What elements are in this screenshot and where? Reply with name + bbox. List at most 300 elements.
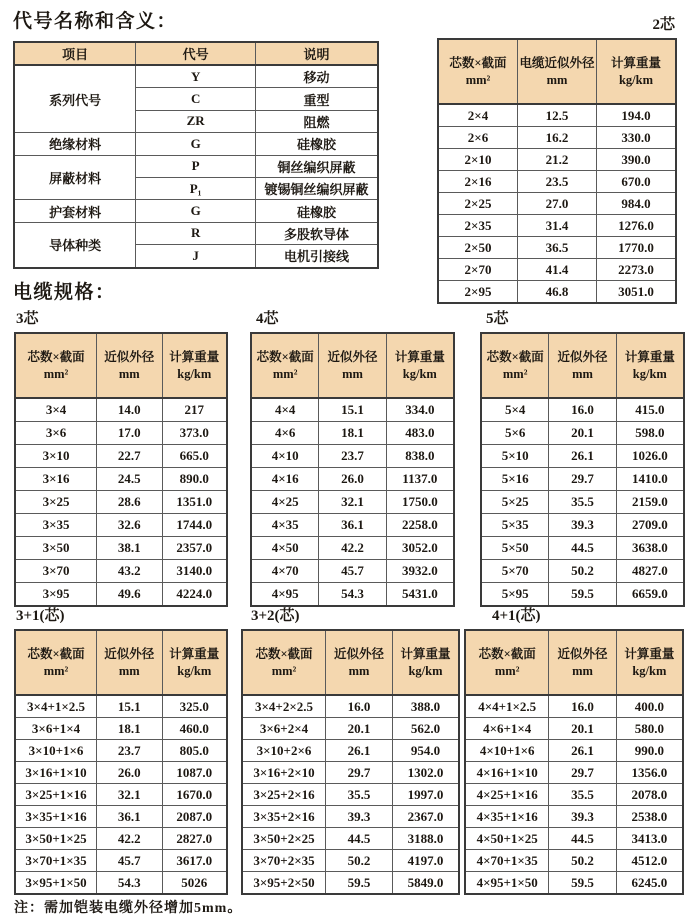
spec-cell: 39.3 [549,514,616,537]
spec-cell: 4×95+1×50 [465,872,549,895]
spec-cell: 45.7 [97,850,162,872]
spec-cell: 15.1 [97,695,162,718]
codes-desc-cell: 镀锡铜丝编织屏蔽 [256,177,378,199]
spec-cell: 217 [162,398,227,422]
codes-item-cell: 护套材料 [14,200,136,222]
spec-row [438,171,676,193]
spec-row [465,695,683,718]
spec-cell: 16.0 [549,695,616,718]
spec-cell: 954.0 [393,740,459,762]
codes-desc-cell: 电机引接线 [256,245,378,268]
spec-label-3plus1: 3+1(芯) [16,608,65,624]
codes-row [14,65,378,88]
spec-row [242,872,459,895]
column-header: 近似外径 mm [97,333,162,398]
spec-cell: 2×6 [438,127,517,149]
spec-label-3plus2: 3+2(芯) [251,608,300,624]
spec-block-3core [14,306,228,607]
column-header: 近似外径 mm [549,630,616,695]
column-header: 计算重量 kg/km [393,630,459,695]
codes-desc-cell: 硅橡胶 [256,200,378,222]
spec-cell: 20.1 [326,718,393,740]
spec-header-row [15,630,227,695]
spec-cell: 3×95+2×50 [242,872,326,895]
spec-cell: 4×25 [251,491,319,514]
spec-row [465,828,683,850]
spec-cell: 59.5 [549,872,616,895]
spec-table-4plus1 [464,629,684,895]
spec-cell: 18.1 [97,718,162,740]
spec-cell: 39.3 [326,806,393,828]
spec-cell: 4827.0 [616,560,684,583]
spec-row [251,398,454,422]
spec-cell: 2×10 [438,149,517,171]
spec-cell: 483.0 [386,422,454,445]
codes-header-desc: 说明 [256,42,378,65]
spec-cell: 390.0 [596,149,676,171]
column-header: 近似外径 mm [319,333,386,398]
spec-cell: 334.0 [386,398,454,422]
spec-cell: 5849.0 [393,872,459,895]
spec-cell: 4×70+1×35 [465,850,549,872]
spec-cell: 400.0 [616,695,683,718]
spec-cell: 1026.0 [616,445,684,468]
spec-block-5core [480,306,685,607]
spec-cell: 5×35 [481,514,549,537]
spec-cell: 17.0 [97,422,162,445]
spec-cell: 5×95 [481,583,549,607]
spec-row [15,872,227,895]
spec-cell: 330.0 [596,127,676,149]
spec-cell: 46.8 [517,281,596,304]
codes-desc-cell: 硅橡胶 [256,133,378,155]
spec-cell: 44.5 [326,828,393,850]
spec-label-5core: 5芯 [486,311,509,327]
column-header: 芯数×截面 mm² [438,39,517,104]
spec-row [15,695,227,718]
spec-row [251,445,454,468]
spec-cell: 5×70 [481,560,549,583]
spec-cell: 2087.0 [162,806,227,828]
column-header: 计算重量 kg/km [162,333,227,398]
spec-cell: 21.2 [517,149,596,171]
spec-cell: 6659.0 [616,583,684,607]
spec-row [242,740,459,762]
spec-cell: 194.0 [596,104,676,127]
spec-cell: 31.4 [517,215,596,237]
spec-cell: 1356.0 [616,762,683,784]
spec-table-3plus1 [14,629,228,895]
spec-cell: 3×16+2×10 [242,762,326,784]
spec-table-body [15,695,227,894]
codes-desc-cell: 移动 [256,65,378,88]
spec-cell: 3×95+1×50 [15,872,97,895]
spec-row [251,514,454,537]
spec-cell: 3×6+1×4 [15,718,97,740]
codes-code-cell: P₁ [136,177,256,199]
spec-cell: 2258.0 [386,514,454,537]
codes-header-item: 项目 [14,42,136,65]
spec-cell: 598.0 [616,422,684,445]
spec-row [481,422,684,445]
spec-row [242,718,459,740]
spec-cell: 16.2 [517,127,596,149]
spec-cell: 50.2 [326,850,393,872]
codes-header-row [14,42,378,65]
spec-cell: 4512.0 [616,850,683,872]
spec-cell: 59.5 [326,872,393,895]
spec-cell: 42.2 [319,537,386,560]
spec-row [242,806,459,828]
spec-cell: 4×70 [251,560,319,583]
spec-cell: 2367.0 [393,806,459,828]
spec-row [481,491,684,514]
spec-row [15,537,227,560]
spec-cell: 39.3 [549,806,616,828]
spec-table-3plus2 [241,629,460,895]
spec-header-row [242,630,459,695]
spec-cell: 3×50+2×25 [242,828,326,850]
spec-cell: 20.1 [549,422,616,445]
spec-cell: 42.2 [97,828,162,850]
codes-table-body [14,65,378,268]
spec-block-2core [437,12,677,304]
codes-code-cell: G [136,133,256,155]
spec-cell: 41.4 [517,259,596,281]
spec-row [251,491,454,514]
spec-cell: 26.0 [97,762,162,784]
spec-cell: 2538.0 [616,806,683,828]
spec-cell: 2×70 [438,259,517,281]
spec-cell: 3×50+1×25 [15,828,97,850]
spec-row [15,560,227,583]
codes-code-cell: ZR [136,110,256,132]
spec-cell: 4×16 [251,468,319,491]
spec-row [481,514,684,537]
column-header: 计算重量 kg/km [162,630,227,695]
column-header: 芯数×截面 mm² [465,630,549,695]
spec-label-2core: 2芯 [652,17,675,33]
codes-table [13,41,379,269]
spec-cell: 3638.0 [616,537,684,560]
spec-cell: 36.5 [517,237,596,259]
spec-cell: 14.0 [97,398,162,422]
spec-cell: 3×6 [15,422,97,445]
codes-desc-cell: 重型 [256,88,378,110]
spec-row [251,422,454,445]
spec-cell: 4×35 [251,514,319,537]
column-header: 近似外径 mm [97,630,162,695]
spec-cell: 3×35 [15,514,97,537]
spec-cell: 5026 [162,872,227,895]
codes-row [14,222,378,244]
codes-row [14,200,378,222]
spec-cell: 5×4 [481,398,549,422]
spec-cell: 4×10+1×6 [465,740,549,762]
spec-cell: 45.7 [319,560,386,583]
spec-cell: 5×25 [481,491,549,514]
spec-cell: 3188.0 [393,828,459,850]
spec-cell: 1770.0 [596,237,676,259]
spec-row [481,445,684,468]
spec-cell: 49.6 [97,583,162,607]
column-header: 近似外径 mm [326,630,393,695]
spec-row [438,215,676,237]
spec-cell: 43.2 [97,560,162,583]
spec-cell: 35.5 [326,784,393,806]
spec-cell: 12.5 [517,104,596,127]
spec-cell: 3×50 [15,537,97,560]
spec-cell: 3×70+1×35 [15,850,97,872]
spec-cell: 1997.0 [393,784,459,806]
spec-cell: 54.3 [97,872,162,895]
spec-cell: 4×95 [251,583,319,607]
codes-item-cell: 导体种类 [14,222,136,267]
spec-cell: 44.5 [549,828,616,850]
column-header: 电缆近似外径 mm [517,39,596,104]
spec-cell: 32.6 [97,514,162,537]
spec-cell: 23.5 [517,171,596,193]
spec-row [465,762,683,784]
spec-cell: 4224.0 [162,583,227,607]
column-header: 芯数×截面 mm² [15,630,97,695]
spec-cell: 3×25+2×16 [242,784,326,806]
spec-cell: 15.1 [319,398,386,422]
spec-cell: 562.0 [393,718,459,740]
spec-cell: 3×4 [15,398,97,422]
spec-cell: 2159.0 [616,491,684,514]
spec-cell: 36.1 [97,806,162,828]
spec-row [465,872,683,895]
column-header: 计算重量 kg/km [616,630,683,695]
spec-cell: 26.0 [319,468,386,491]
spec-cell: 2709.0 [616,514,684,537]
spec-row [15,491,227,514]
spec-cell: 3×10+2×6 [242,740,326,762]
spec-row [438,149,676,171]
spec-cell: 3413.0 [616,828,683,850]
spec-header-row [481,333,684,398]
spec-block-4plus1 [464,603,684,895]
spec-table-body [481,398,684,606]
spec-cell: 38.1 [97,537,162,560]
spec-row [251,560,454,583]
spec-cell: 2×4 [438,104,517,127]
spec-row [438,237,676,259]
spec-cell: 1302.0 [393,762,459,784]
spec-row [465,718,683,740]
spec-block-4core [250,306,455,607]
spec-cell: 4×35+1×16 [465,806,549,828]
spec-cell: 2×25 [438,193,517,215]
spec-cell: 2357.0 [162,537,227,560]
specs-section-title: 电缆规格： [13,282,116,303]
spec-cell: 26.1 [326,740,393,762]
spec-row [15,398,227,422]
spec-cell: 3×10 [15,445,97,468]
spec-cell: 3617.0 [162,850,227,872]
spec-cell: 29.7 [549,468,616,491]
column-header: 芯数×截面 mm² [242,630,326,695]
spec-cell: 35.5 [549,491,616,514]
spec-cell: 3×70 [15,560,97,583]
spec-cell: 26.1 [549,740,616,762]
spec-row [15,422,227,445]
spec-row [15,468,227,491]
spec-cell: 838.0 [386,445,454,468]
spec-cell: 3×10+1×6 [15,740,97,762]
spec-cell: 1137.0 [386,468,454,491]
spec-cell: 4×50+1×25 [465,828,549,850]
codes-code-cell: R [136,222,256,244]
spec-table-2core [437,38,677,304]
spec-cell: 5431.0 [386,583,454,607]
spec-header-row [438,39,676,104]
codes-desc-cell: 阻燃 [256,110,378,132]
spec-cell: 580.0 [616,718,683,740]
spec-cell: 2273.0 [596,259,676,281]
spec-cell: 3×95 [15,583,97,607]
spec-row [15,445,227,468]
spec-cell: 3×6+2×4 [242,718,326,740]
spec-table-4core [250,332,455,607]
spec-cell: 18.1 [319,422,386,445]
spec-cell: 6245.0 [616,872,683,895]
spec-row [481,398,684,422]
spec-block-3plus2 [241,603,460,895]
codes-code-cell: J [136,245,256,268]
spec-cell: 3×25+1×16 [15,784,97,806]
spec-cell: 5×50 [481,537,549,560]
spec-table-3core [14,332,228,607]
spec-table-body [251,398,454,606]
spec-cell: 2×16 [438,171,517,193]
codes-row [14,133,378,155]
spec-cell: 2827.0 [162,828,227,850]
spec-row [242,828,459,850]
spec-cell: 54.3 [319,583,386,607]
spec-cell: 3×35+1×16 [15,806,97,828]
spec-cell: 2×35 [438,215,517,237]
spec-row [438,259,676,281]
spec-row [15,740,227,762]
spec-table-body [15,398,227,606]
spec-cell: 35.5 [549,784,616,806]
spec-cell: 3×4+2×2.5 [242,695,326,718]
spec-row [251,537,454,560]
spec-row [251,468,454,491]
spec-cell: 3×25 [15,491,97,514]
spec-cell: 670.0 [596,171,676,193]
spec-row [481,560,684,583]
spec-table-body [438,104,676,303]
spec-label-4core: 4芯 [256,311,279,327]
spec-cell: 460.0 [162,718,227,740]
spec-cell: 16.0 [549,398,616,422]
codes-item-cell: 绝缘材料 [14,133,136,155]
spec-cell: 990.0 [616,740,683,762]
codes-code-cell: C [136,88,256,110]
spec-header-row [15,333,227,398]
spec-cell: 50.2 [549,560,616,583]
spec-cell: 44.5 [549,537,616,560]
spec-cell: 20.1 [549,718,616,740]
spec-table-5core [480,332,685,607]
spec-cell: 4×6+1×4 [465,718,549,740]
spec-cell: 3×16+1×10 [15,762,97,784]
spec-row [465,784,683,806]
spec-cell: 3932.0 [386,560,454,583]
spec-cell: 2×50 [438,237,517,259]
codes-code-cell: P [136,155,256,177]
spec-cell: 1087.0 [162,762,227,784]
spec-cell: 16.0 [326,695,393,718]
spec-cell: 3140.0 [162,560,227,583]
spec-row [15,514,227,537]
column-header: 计算重量 kg/km [386,333,454,398]
spec-cell: 22.7 [97,445,162,468]
spec-block-3plus1 [14,603,228,895]
spec-cell: 5×6 [481,422,549,445]
spec-cell: 29.7 [326,762,393,784]
spec-cell: 1276.0 [596,215,676,237]
spec-cell: 3×35+2×16 [242,806,326,828]
spec-label-3core: 3芯 [16,311,39,327]
spec-row [15,784,227,806]
column-header: 芯数×截面 mm² [481,333,549,398]
spec-row [438,193,676,215]
spec-cell: 3052.0 [386,537,454,560]
codes-desc-cell: 多股软导体 [256,222,378,244]
spec-cell: 24.5 [97,468,162,491]
spec-cell: 3×16 [15,468,97,491]
spec-cell: 2078.0 [616,784,683,806]
spec-row [465,850,683,872]
codes-item-cell: 屏蔽材料 [14,155,136,200]
spec-header-row [251,333,454,398]
spec-cell: 32.1 [97,784,162,806]
spec-cell: 2×95 [438,281,517,304]
spec-cell: 4×4+1×2.5 [465,695,549,718]
spec-cell: 32.1 [319,491,386,514]
codes-row [14,155,378,177]
spec-row [465,740,683,762]
column-header: 芯数×截面 mm² [251,333,319,398]
codes-item-cell: 系列代号 [14,65,136,133]
spec-cell: 3051.0 [596,281,676,304]
column-header: 计算重量 kg/km [596,39,676,104]
codes-code-cell: Y [136,65,256,88]
spec-cell: 36.1 [319,514,386,537]
spec-cell: 1744.0 [162,514,227,537]
spec-cell: 890.0 [162,468,227,491]
spec-cell: 388.0 [393,695,459,718]
spec-row [481,537,684,560]
spec-row [481,468,684,491]
column-header: 近似外径 mm [549,333,616,398]
spec-cell: 50.2 [549,850,616,872]
spec-cell: 29.7 [549,762,616,784]
spec-cell: 4×10 [251,445,319,468]
spec-cell: 1670.0 [162,784,227,806]
spec-cell: 23.7 [319,445,386,468]
spec-cell: 3×4+1×2.5 [15,695,97,718]
spec-cell: 4×25+1×16 [465,784,549,806]
column-header: 计算重量 kg/km [616,333,684,398]
spec-row [465,806,683,828]
codes-section-title: 代号名称和含义： [13,11,178,32]
spec-header-row [465,630,683,695]
